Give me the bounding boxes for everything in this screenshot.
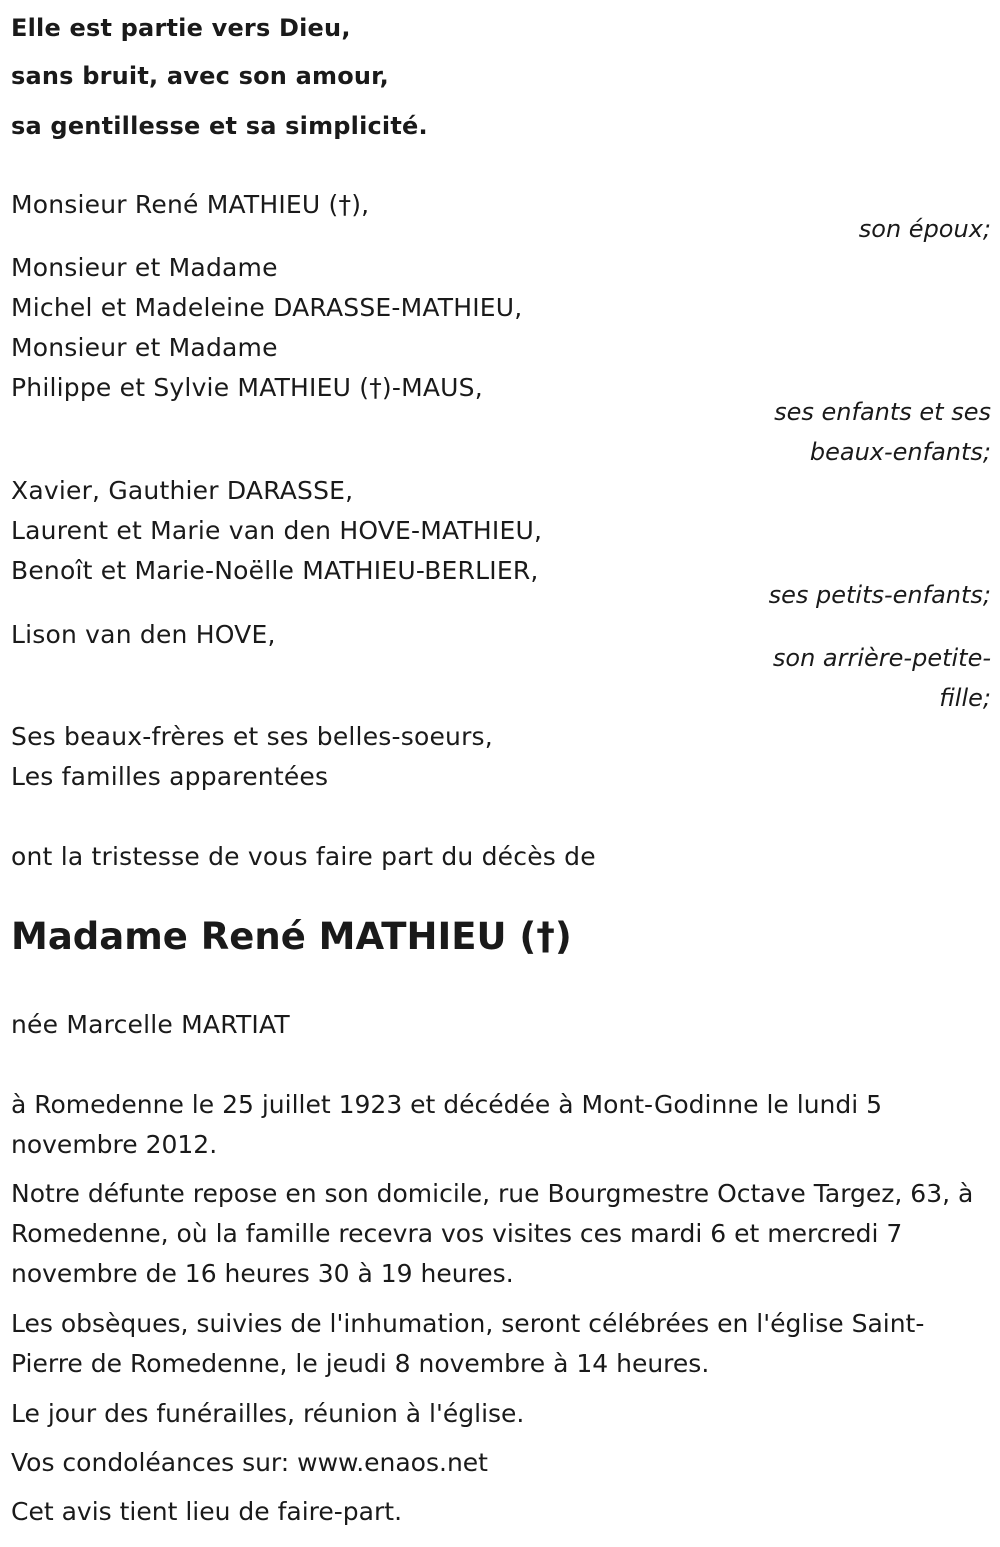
- announcement: ont la tristesse de vous faire part du décès de: [11, 842, 596, 871]
- great-grandchild-role-line-1: son arrière-petite-: [772, 644, 991, 672]
- condolences-paragraph: Vos condoléances sur: www.enaos.net: [11, 1448, 488, 1477]
- intro-line-3: sa gentillesse et sa simplicité.: [11, 112, 428, 140]
- birth-name: née Marcelle MARTIAT: [11, 1010, 290, 1039]
- great-grandchild-role-line-2: fille;: [939, 684, 991, 712]
- grandchildren-line-3: Benoît et Marie-Noëlle MATHIEU-BERLIER,: [11, 556, 539, 585]
- funeral-paragraph: Les obsèques, suivies de l'inhumation, seront célébrées en l'église Saint-Pierre de Romedenne, le jeudi 8 novembre à 14 heures.: [11, 1309, 925, 1378]
- children-line-4: Philippe et Sylvie MATHIEU (†)-MAUS,: [11, 373, 483, 402]
- notice-paragraph: Cet avis tient lieu de faire-part.: [11, 1497, 403, 1526]
- grandchildren-line-1: Xavier, Gauthier DARASSE,: [11, 476, 354, 505]
- reunion-paragraph: Le jour des funérailles, réunion à l'église.: [11, 1399, 525, 1428]
- spouse-role: son époux;: [858, 215, 991, 243]
- intro-line-1: Elle est partie vers Dieu,: [11, 14, 351, 42]
- children-role-line-1: ses enfants et ses: [774, 398, 991, 426]
- others-line-2: Les familles apparentées: [11, 762, 329, 791]
- grandchildren-role: ses petits-enfants;: [768, 581, 991, 609]
- children-line-3: Monsieur et Madame: [11, 333, 278, 362]
- grandchildren-line-2: Laurent et Marie van den HOVE-MATHIEU,: [11, 516, 543, 545]
- intro-line-2: sans bruit, avec son amour,: [11, 62, 389, 90]
- spouse-name: Monsieur René MATHIEU (†),: [11, 190, 370, 219]
- deceased-name: Madame René MATHIEU (†): [11, 915, 572, 958]
- children-line-2: Michel et Madeleine DARASSE-MATHIEU,: [11, 293, 523, 322]
- others-line-1: Ses beaux-frères et ses belles-soeurs,: [11, 722, 493, 751]
- birth-death-paragraph: à Romedenne le 25 juillet 1923 et décédée à Mont-Godinne le lundi 5 novembre 2012.: [11, 1090, 883, 1159]
- children-role-line-2: beaux-enfants;: [809, 438, 991, 466]
- viewing-paragraph: Notre défunte repose en son domicile, rue Bourgmestre Octave Targez, 63, à Romedenne, où la famille recevra vos visites ces mardi 6 et mercredi 7 novembre de 16 heures 30 à 19 heures.: [11, 1179, 974, 1288]
- great-grandchild-name: Lison van den HOVE,: [11, 620, 276, 649]
- children-line-1: Monsieur et Madame: [11, 253, 278, 282]
